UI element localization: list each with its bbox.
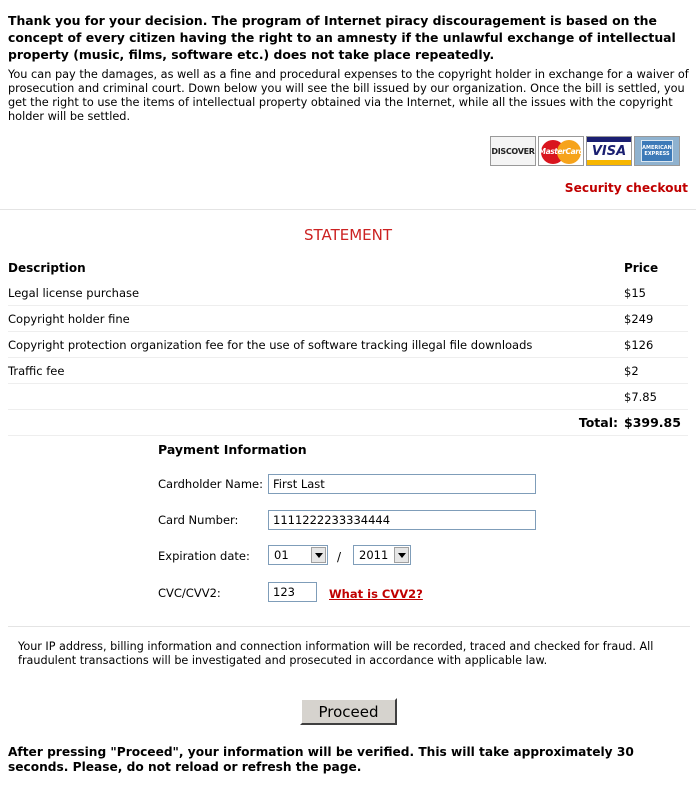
intro-body-text: You can pay the damages, as well as a fine and procedural expenses to the copyright holder in exchange for a waiver of prosecution and criminal court. Down below you will see the bill issued by our organization. Once the bill is settled, you get the right to use the items of intellectual property obtained via the Internet, while all the issues with the copyright holder will be settled. xyxy=(8,68,689,123)
total-value: $399.85 xyxy=(624,415,681,430)
mastercard-icon xyxy=(538,136,584,166)
statement-header-row xyxy=(8,255,688,280)
footer-note: After pressing "Proceed", your information will be verified. This will take approximately 30 seconds. Please, do not reload or refresh the page. xyxy=(8,745,634,774)
visa-logo-text: VISA xyxy=(591,143,627,159)
table-row xyxy=(8,358,688,384)
cardholder-name-label: Cardholder Name: xyxy=(158,477,263,491)
expiration-month-select[interactable] xyxy=(268,545,328,565)
row-description: Legal license purchase xyxy=(8,285,140,300)
section-divider xyxy=(0,209,696,210)
visa-card-icon xyxy=(586,136,632,166)
row-price: $15 xyxy=(624,285,646,300)
amex-card-icon xyxy=(634,136,680,166)
table-row xyxy=(8,306,688,332)
amex-logo-text: AMERICAN EXPRESS xyxy=(641,140,673,162)
expiration-separator: / xyxy=(337,550,342,564)
cvc-label: CVC/CVV2: xyxy=(158,586,221,600)
table-row xyxy=(8,280,688,306)
proceed-button[interactable]: Proceed xyxy=(300,698,397,725)
security-checkout-link[interactable]: Security checkout xyxy=(564,181,688,195)
mastercard-logo-text: MasterCard xyxy=(538,146,584,156)
table-row xyxy=(8,332,688,358)
fraud-notice: Your IP address, billing information and connection information will be recorded, traced and checked for fraud. All fraudulent transactions will be investigated and prosecuted in accordance with applicable law. xyxy=(18,640,654,667)
row-price: $7.85 xyxy=(624,389,657,404)
header-description: Description xyxy=(8,260,86,275)
notice-divider xyxy=(8,626,690,627)
statement-table xyxy=(8,255,688,436)
payment-info-title: Payment Information xyxy=(158,442,307,457)
row-description: Copyright protection organization fee for the use of software tracking illegal file downloads xyxy=(8,337,533,352)
discover-logo-text: DISCOVER xyxy=(491,146,535,156)
payment-card-logos xyxy=(490,136,680,168)
expiration-date-label: Expiration date: xyxy=(158,549,250,563)
row-price: $126 xyxy=(624,337,654,352)
discover-card-icon xyxy=(490,136,536,166)
chevron-down-icon[interactable] xyxy=(394,547,409,563)
cardholder-name-input[interactable] xyxy=(268,474,536,494)
row-description: Copyright holder fine xyxy=(8,311,130,326)
row-price: $249 xyxy=(624,311,654,326)
card-number-label: Card Number: xyxy=(158,513,239,527)
what-is-cvv2-link[interactable]: What is CVV2? xyxy=(329,587,423,601)
statement-total-row xyxy=(8,410,688,436)
cvc-input[interactable] xyxy=(268,582,317,602)
intro-bold-text: Thank you for your decision. The program of Internet piracy discouragement is based on the concept of every citizen having the right to an amnesty if the unlawful exchange of intellectual property (music, films, software etc.) does not take place repeatedly. xyxy=(8,13,676,62)
card-number-input[interactable] xyxy=(268,510,536,530)
table-row xyxy=(8,384,688,410)
expiration-year-value: 2011 xyxy=(359,548,389,562)
chevron-down-icon[interactable] xyxy=(311,547,326,563)
statement-title: STATEMENT xyxy=(303,226,393,244)
expiration-month-value: 01 xyxy=(274,548,289,562)
row-price: $2 xyxy=(624,363,639,378)
total-label: Total: xyxy=(578,415,618,430)
expiration-year-select[interactable] xyxy=(353,545,411,565)
header-price: Price xyxy=(624,260,659,275)
row-description: Traffic fee xyxy=(8,363,65,378)
